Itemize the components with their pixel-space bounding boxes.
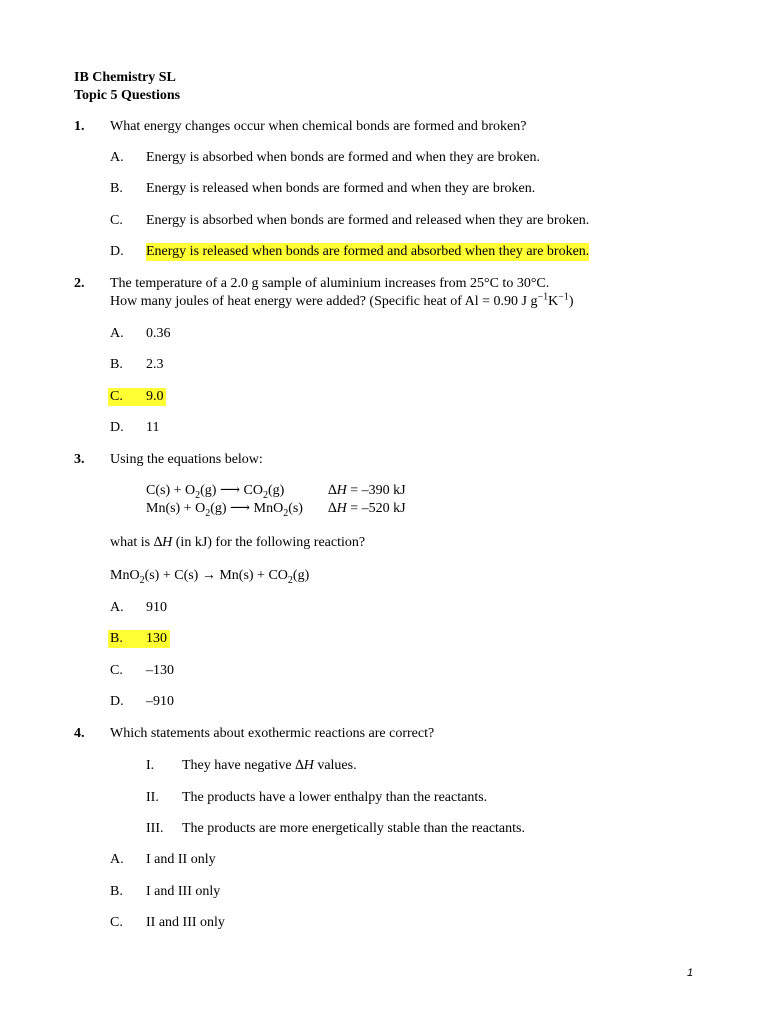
option-letter: A. — [110, 326, 124, 341]
prompt-part: what is — [110, 535, 154, 550]
question-number: 2. — [74, 276, 85, 291]
page-number: 1 — [687, 967, 694, 979]
option-letter: B. — [110, 631, 123, 646]
statement-number: II. — [146, 790, 159, 805]
enthalpy-variable: H — [336, 483, 347, 498]
equation-part: (g) — [292, 568, 310, 583]
option-text: 2.3 — [146, 357, 164, 372]
option-letter: C. — [110, 389, 123, 404]
option-letter: D. — [110, 694, 124, 709]
option-letter: B. — [110, 181, 123, 196]
option-letter: C. — [110, 915, 123, 930]
statement-number: I. — [146, 758, 155, 773]
statement-part: They have negative — [182, 758, 296, 773]
question-text: What energy changes occur when chemical bonds are formed and broken? — [110, 119, 527, 134]
highlighted-answer: Energy is released when bonds are formed and absorbed when they are broken. — [146, 244, 590, 259]
option-text: I and II only — [146, 852, 216, 867]
subscript: 2 — [195, 489, 201, 501]
question-text: Using the equations below: — [110, 452, 263, 467]
delta-symbol: ∆ — [328, 483, 337, 498]
option-letter: A. — [110, 600, 124, 615]
course-title: IB Chemistry SL — [74, 70, 176, 85]
option-text: Energy is absorbed when bonds are formed and released when they are broken. — [146, 213, 590, 228]
subscript: 2 — [262, 489, 268, 501]
option-text: I and III only — [146, 884, 221, 899]
subscript: 2 — [287, 574, 293, 586]
statement-part: values. — [313, 758, 357, 773]
option-text: II and III only — [146, 915, 225, 930]
question-number: 1. — [74, 119, 85, 134]
question-text-part: How many joules of heat energy were added? (Specific heat of Al = 0.90 J g — [110, 294, 538, 309]
option-text: –130 — [146, 663, 174, 678]
question-number: 3. — [74, 452, 85, 467]
subscript: 2 — [205, 507, 211, 519]
statement-text: The products are more energetically stable than the reactants. — [182, 821, 525, 836]
question-text-part: ) — [568, 294, 574, 309]
option-text: –910 — [146, 694, 174, 709]
option-text: 130 — [146, 631, 167, 646]
equation-1 — [146, 482, 284, 500]
option-letter: A. — [110, 852, 124, 867]
option-letter: C. — [110, 663, 123, 678]
statement-text — [182, 757, 357, 775]
superscript: −1 — [537, 291, 549, 303]
superscript: −1 — [558, 291, 569, 303]
topic-title: Topic 5 Questions — [74, 88, 181, 103]
question-text-line2 — [110, 293, 574, 311]
equation-part: MnO — [110, 568, 140, 583]
subscript: 2 — [139, 574, 145, 586]
option-letter: B. — [110, 884, 123, 899]
equation-part: (s) + C(s) → Mn(s) + CO — [144, 568, 288, 583]
question-text: Which statements about exothermic reactions are correct? — [110, 726, 435, 741]
option-text: Energy is absorbed when bonds are formed and when they are broken. — [146, 150, 540, 165]
equation-part: (s) — [288, 501, 303, 516]
reaction-equation — [110, 567, 309, 585]
option-letter: A. — [110, 150, 124, 165]
option-letter: D. — [110, 244, 124, 259]
equation-part: (g) ⟶ CO — [200, 483, 263, 498]
option-text: 11 — [146, 420, 160, 435]
question-text-part: K — [548, 294, 559, 309]
option-text: 0.36 — [146, 326, 171, 341]
option-text: Energy is released when bonds are formed and when they are broken. — [146, 181, 536, 196]
statement-number: III. — [146, 821, 164, 836]
equation-part: C(s) + O — [146, 483, 196, 498]
document-header — [74, 69, 180, 105]
delta-symbol: ∆ — [328, 501, 337, 516]
question-prompt — [110, 534, 365, 552]
enthalpy-value: = –390 kJ — [346, 483, 406, 498]
prompt-part: (in kJ) for the following reaction? — [172, 535, 366, 550]
option-text: 9.0 — [146, 389, 164, 404]
enthalpy-value-2 — [328, 500, 406, 518]
enthalpy-variable: H — [303, 758, 314, 773]
option-letter: C. — [110, 213, 123, 228]
option-letter: D. — [110, 420, 124, 435]
enthalpy-variable: H — [336, 501, 347, 516]
option-text: 910 — [146, 600, 167, 615]
delta-symbol: ∆ — [153, 535, 163, 550]
enthalpy-value: = –520 kJ — [346, 501, 406, 516]
statement-text: The products have a lower enthalpy than the reactants. — [182, 790, 488, 805]
enthalpy-variable: H — [162, 535, 173, 550]
option-letter: B. — [110, 357, 123, 372]
question-text: The temperature of a 2.0 g sample of aluminium increases from 25°C to 30°C. — [110, 276, 550, 291]
subscript: 2 — [283, 507, 289, 519]
delta-symbol: ∆ — [295, 758, 304, 773]
enthalpy-value-1 — [328, 482, 406, 500]
equation-part: Mn(s) + O — [146, 501, 206, 516]
equation-part: (g) ⟶ MnO — [210, 501, 284, 516]
equation-2 — [146, 500, 303, 518]
equation-part: (g) — [267, 483, 285, 498]
question-number: 4. — [74, 726, 85, 741]
